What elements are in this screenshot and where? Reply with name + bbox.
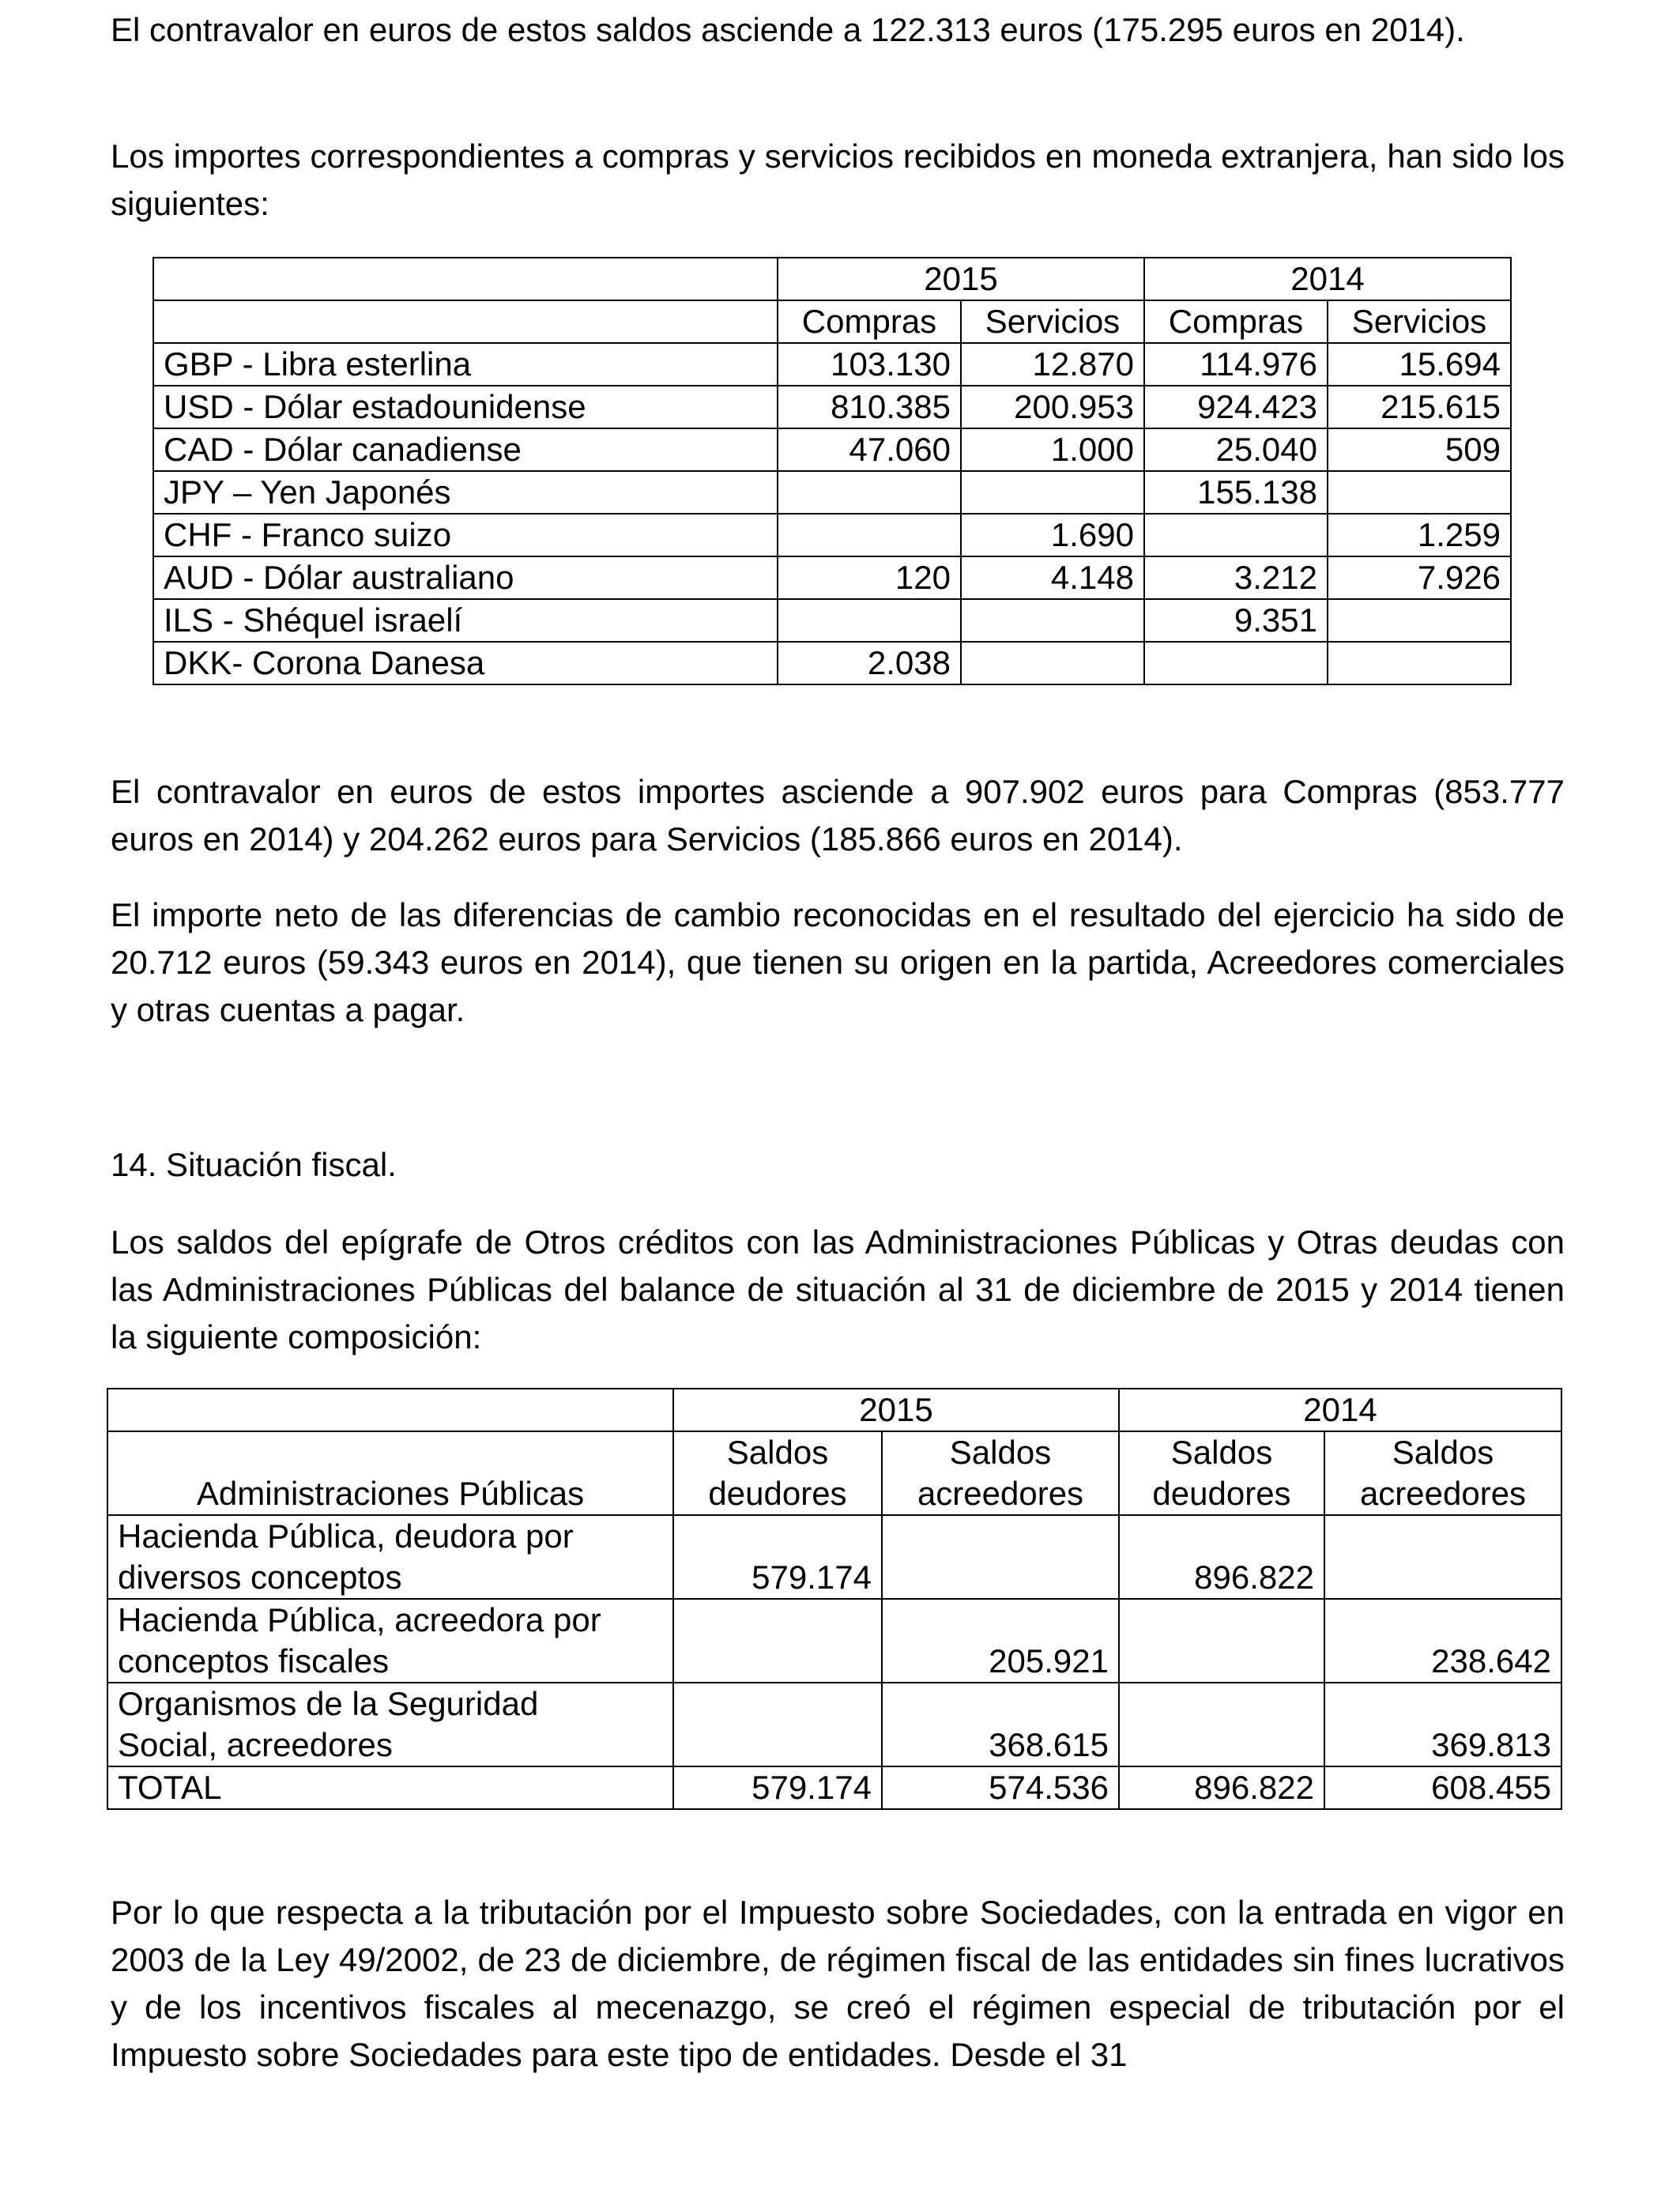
column-header: Saldos deudores: [1119, 1431, 1324, 1515]
value-cell: 924.423: [1144, 386, 1328, 428]
admin-row: [107, 1766, 1561, 1809]
column-header: Compras: [1144, 300, 1328, 343]
column-header: Saldos acreedores: [1324, 1431, 1561, 1515]
value-cell: [1119, 1683, 1324, 1766]
value-cell: [778, 471, 961, 514]
row-label: Organismos de la Seguridad Social, acreedores: [107, 1683, 673, 1766]
value-cell: 896.822: [1119, 1766, 1324, 1809]
paragraph-foreign-purchases-intro: Los importes correspondientes a compras y servicios recibidos en moneda extranjera, han sido los siguientes:: [111, 138, 1565, 222]
currency-row: [153, 514, 1511, 556]
value-cell: 9.351: [1144, 599, 1328, 642]
value-cell: 215.615: [1328, 386, 1511, 428]
value-cell: 4.148: [961, 556, 1144, 599]
year-header: 2014: [1144, 258, 1511, 300]
row-label: CHF - Franco suizo: [153, 514, 778, 556]
value-cell: [882, 1515, 1119, 1599]
value-cell: [1328, 471, 1511, 514]
paragraph-exchange-balances: El contravalor en euros de estos saldos asciende a 122.313 euros (175.295 euros en 2014).: [111, 11, 1465, 48]
column-header: Saldos acreedores: [882, 1431, 1119, 1515]
year-header: 2015: [673, 1389, 1119, 1431]
value-cell: 579.174: [673, 1766, 882, 1809]
value-cell: 12.870: [961, 343, 1144, 386]
value-cell: 608.455: [1324, 1766, 1561, 1809]
value-cell: [961, 642, 1144, 684]
value-cell: [961, 599, 1144, 642]
row-label: GBP - Libra esterlina: [153, 343, 778, 386]
row-label: ILS - Shéquel israelí: [153, 599, 778, 642]
currency-row: [153, 386, 1511, 428]
section-heading: 14. Situación fiscal.: [111, 1146, 397, 1183]
value-cell: [1324, 1515, 1561, 1599]
value-cell: 896.822: [1119, 1515, 1324, 1599]
admin-subheader-row: [107, 1431, 1561, 1515]
column-header: Saldos deudores: [673, 1431, 882, 1515]
paragraph-purchases-equivalent: El contravalor en euros de estos importes asciende a 907.902 euros para Compras (853.777 euros en 2014) y 204.262 euros para Servicios (185.866 euros en 2014).: [111, 773, 1565, 858]
header-blank-cell: [107, 1389, 673, 1431]
value-cell: [1328, 642, 1511, 684]
value-cell: [1144, 642, 1328, 684]
row-label: JPY – Yen Japonés: [153, 471, 778, 514]
value-cell: 509: [1328, 428, 1511, 471]
value-cell: [1144, 514, 1328, 556]
currency-table: [153, 257, 1512, 685]
paragraph-admin-balances-intro: Los saldos del epígrafe de Otros créditos con las Administraciones Públicas y Otras deudas con las Administraciones Públicas del balance de situación al 31 de diciembre de 2015 y 2014 tienen la siguiente composición:: [111, 1223, 1565, 1355]
value-cell: [1119, 1599, 1324, 1683]
value-cell: [961, 471, 1144, 514]
header-blank-cell: [153, 258, 778, 300]
row-label: TOTAL: [107, 1766, 673, 1809]
paragraph-corporate-tax: Por lo que respecta a la tributación por el Impuesto sobre Sociedades, con la entrada en vigor en 2003 de la Ley 49/2002, de 23 de diciembre, de régimen fiscal de las entidades sin fines lucrativos y de los incentivos fiscales al mecenazgo, se creó el régimen especial de tributación por el Impuesto sobre Sociedades para este tipo de entidades. Desde el 31: [111, 1894, 1565, 2073]
value-cell: 810.385: [778, 386, 961, 428]
column-header: Servicios: [961, 300, 1144, 343]
value-cell: 368.615: [882, 1683, 1119, 1766]
currency-row: [153, 599, 1511, 642]
value-cell: [673, 1683, 882, 1766]
row-label: DKK- Corona Danesa: [153, 642, 778, 684]
paragraph-exchange-differences: El importe neto de las diferencias de cambio reconocidas en el resultado del ejercicio ha sido de 20.712 euros (59.343 euros en 2014), que tienen su origen en la partida, Acreedores comerciales y otras cuentas a pagar.: [111, 896, 1565, 1028]
value-cell: 25.040: [1144, 428, 1328, 471]
row-label: Hacienda Pública, deudora por diversos conceptos: [107, 1515, 673, 1599]
value-cell: 120: [778, 556, 961, 599]
value-cell: 7.926: [1328, 556, 1511, 599]
admin-year-header-row: [107, 1389, 1561, 1431]
year-header: 2015: [778, 258, 1144, 300]
value-cell: 369.813: [1324, 1683, 1561, 1766]
column-header: Administraciones Públicas: [107, 1431, 673, 1515]
value-cell: [778, 514, 961, 556]
value-cell: 205.921: [882, 1599, 1119, 1683]
currency-subheader-row: [153, 300, 1511, 343]
admin-row: [107, 1599, 1561, 1683]
value-cell: 2.038: [778, 642, 961, 684]
currency-row: [153, 642, 1511, 684]
currency-row: [153, 343, 1511, 386]
value-cell: 3.212: [1144, 556, 1328, 599]
value-cell: 200.953: [961, 386, 1144, 428]
value-cell: 47.060: [778, 428, 961, 471]
value-cell: [778, 599, 961, 642]
value-cell: 103.130: [778, 343, 961, 386]
header-blank-cell: [153, 300, 778, 343]
admin-row: [107, 1683, 1561, 1766]
year-header: 2014: [1119, 1389, 1561, 1431]
value-cell: 1.690: [961, 514, 1144, 556]
value-cell: 15.694: [1328, 343, 1511, 386]
value-cell: 1.000: [961, 428, 1144, 471]
column-header: Servicios: [1328, 300, 1511, 343]
admin-row: [107, 1515, 1561, 1599]
value-cell: 1.259: [1328, 514, 1511, 556]
value-cell: 238.642: [1324, 1599, 1561, 1683]
currency-row: [153, 428, 1511, 471]
admin-table: [107, 1388, 1562, 1810]
value-cell: 574.536: [882, 1766, 1119, 1809]
value-cell: [1328, 599, 1511, 642]
currency-year-header-row: [153, 258, 1511, 300]
value-cell: 114.976: [1144, 343, 1328, 386]
row-label: AUD - Dólar australiano: [153, 556, 778, 599]
currency-row: [153, 556, 1511, 599]
row-label: Hacienda Pública, acreedora por conceptos fiscales: [107, 1599, 673, 1683]
currency-row: [153, 471, 1511, 514]
value-cell: 155.138: [1144, 471, 1328, 514]
value-cell: 579.174: [673, 1515, 882, 1599]
row-label: USD - Dólar estadounidense: [153, 386, 778, 428]
value-cell: [673, 1599, 882, 1683]
row-label: CAD - Dólar canadiense: [153, 428, 778, 471]
column-header: Compras: [778, 300, 961, 343]
